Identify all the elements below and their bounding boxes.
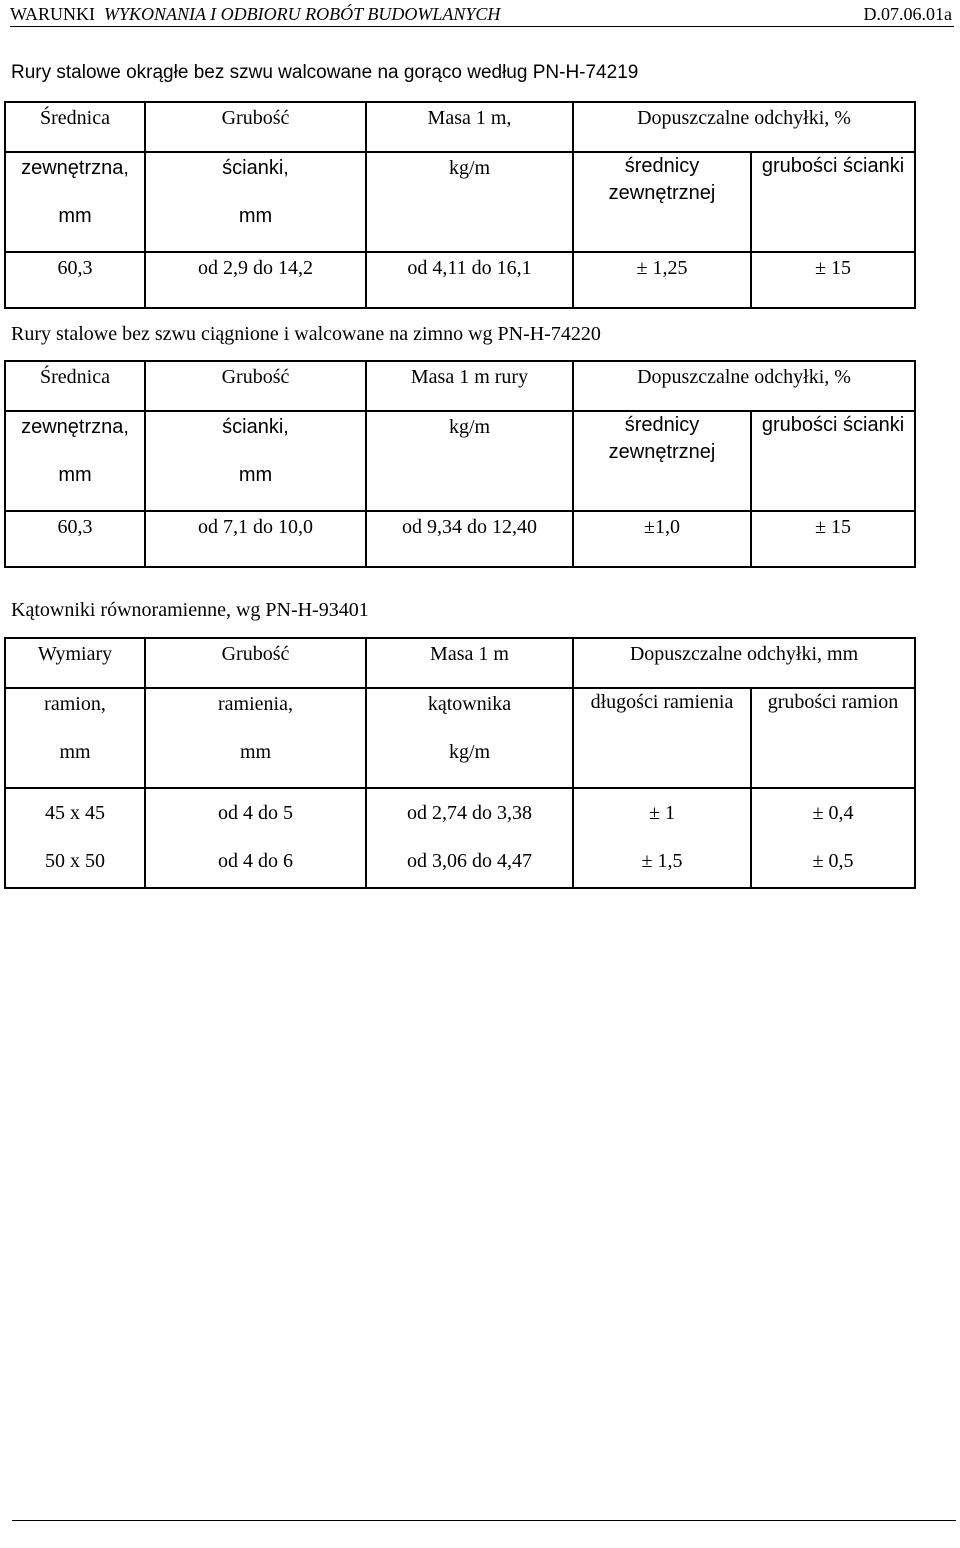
data-cell: 60,3	[5, 252, 145, 308]
sub-unit: kg/m	[366, 152, 573, 252]
data-cell: 60,3	[5, 511, 145, 567]
sub-leg-thickness: ramienia, mm	[145, 688, 366, 788]
sub-outer-diameter: zewnętrzna, mm	[5, 152, 145, 252]
section1-caption: Rury stalowe okrągłe bez szwu walcowane na gorąco według PN-H-74219	[11, 62, 639, 83]
header-tolerances: Dopuszczalne odchyłki, %	[573, 361, 915, 411]
header-prefix: WARUNKI	[10, 4, 95, 24]
header-tolerances: Dopuszczalne odchyłki, %	[573, 102, 915, 152]
data-cell: od 4 do 5 od 4 do 6	[145, 788, 366, 888]
footer-divider	[12, 1520, 956, 1521]
data-cell: ± 1 ± 1,5	[573, 788, 751, 888]
page-header	[10, 2, 954, 27]
header-title	[10, 2, 500, 26]
section2-table	[4, 360, 916, 568]
sub-leg-thickness-tolerance: grubości ramion	[751, 688, 915, 788]
section1-table	[4, 101, 916, 309]
sub-diameter-tolerance: średnicy zewnętrznej	[573, 152, 751, 252]
data-cell: ± 0,4 ± 0,5	[751, 788, 915, 888]
header-diameter: Średnica	[5, 102, 145, 152]
data-cell: ±1,0	[573, 511, 751, 567]
sub-diameter-tolerance: średnicy zewnętrznej	[573, 411, 751, 511]
header-diameter: Średnica	[5, 361, 145, 411]
sub-outer-diameter: zewnętrzna, mm	[5, 411, 145, 511]
sub-wall-tolerance: grubości ścianki	[751, 411, 915, 511]
sub-wall-tolerance: grubości ścianki	[751, 152, 915, 252]
data-cell: od 2,74 do 3,38 od 3,06 do 4,47	[366, 788, 573, 888]
header-thickness: Grubość	[145, 638, 366, 688]
header-mass: Masa 1 m	[366, 638, 573, 688]
header-mass: Masa 1 m rury	[366, 361, 573, 411]
sub-angle-mass: kątownika kg/m	[366, 688, 573, 788]
header-mass: Masa 1 m,	[366, 102, 573, 152]
section2-caption: Rury stalowe bez szwu ciągnione i walcowane na zimno wg PN-H-74220	[11, 323, 601, 345]
header-tolerances: Dopuszczalne odchyłki, mm	[573, 638, 915, 688]
data-cell: 45 x 45 50 x 50	[5, 788, 145, 888]
data-cell: od 2,9 do 14,2	[145, 252, 366, 308]
data-cell: ± 15	[751, 511, 915, 567]
data-cell: od 9,34 do 12,40	[366, 511, 573, 567]
header-dimensions: Wymiary	[5, 638, 145, 688]
header-thickness: Grubość	[145, 361, 366, 411]
data-cell: od 7,1 do 10,0	[145, 511, 366, 567]
sub-leg-length-tolerance: długości ramienia	[573, 688, 751, 788]
header-code: D.07.06.01a	[863, 4, 952, 24]
section3-table	[4, 637, 916, 889]
section3-caption: Kątowniki równoramienne, wg PN-H-93401	[11, 599, 369, 621]
sub-unit: kg/m	[366, 411, 573, 511]
data-cell: ± 1,25	[573, 252, 751, 308]
data-cell: od 4,11 do 16,1	[366, 252, 573, 308]
data-cell: ± 15	[751, 252, 915, 308]
sub-wall-thickness: ścianki, mm	[145, 411, 366, 511]
sub-wall-thickness: ścianki, mm	[145, 152, 366, 252]
header-italic-title: WYKONANIA I ODBIORU ROBÓT BUDOWLANYCH	[104, 4, 501, 24]
sub-legs: ramion, mm	[5, 688, 145, 788]
header-thickness: Grubość	[145, 102, 366, 152]
